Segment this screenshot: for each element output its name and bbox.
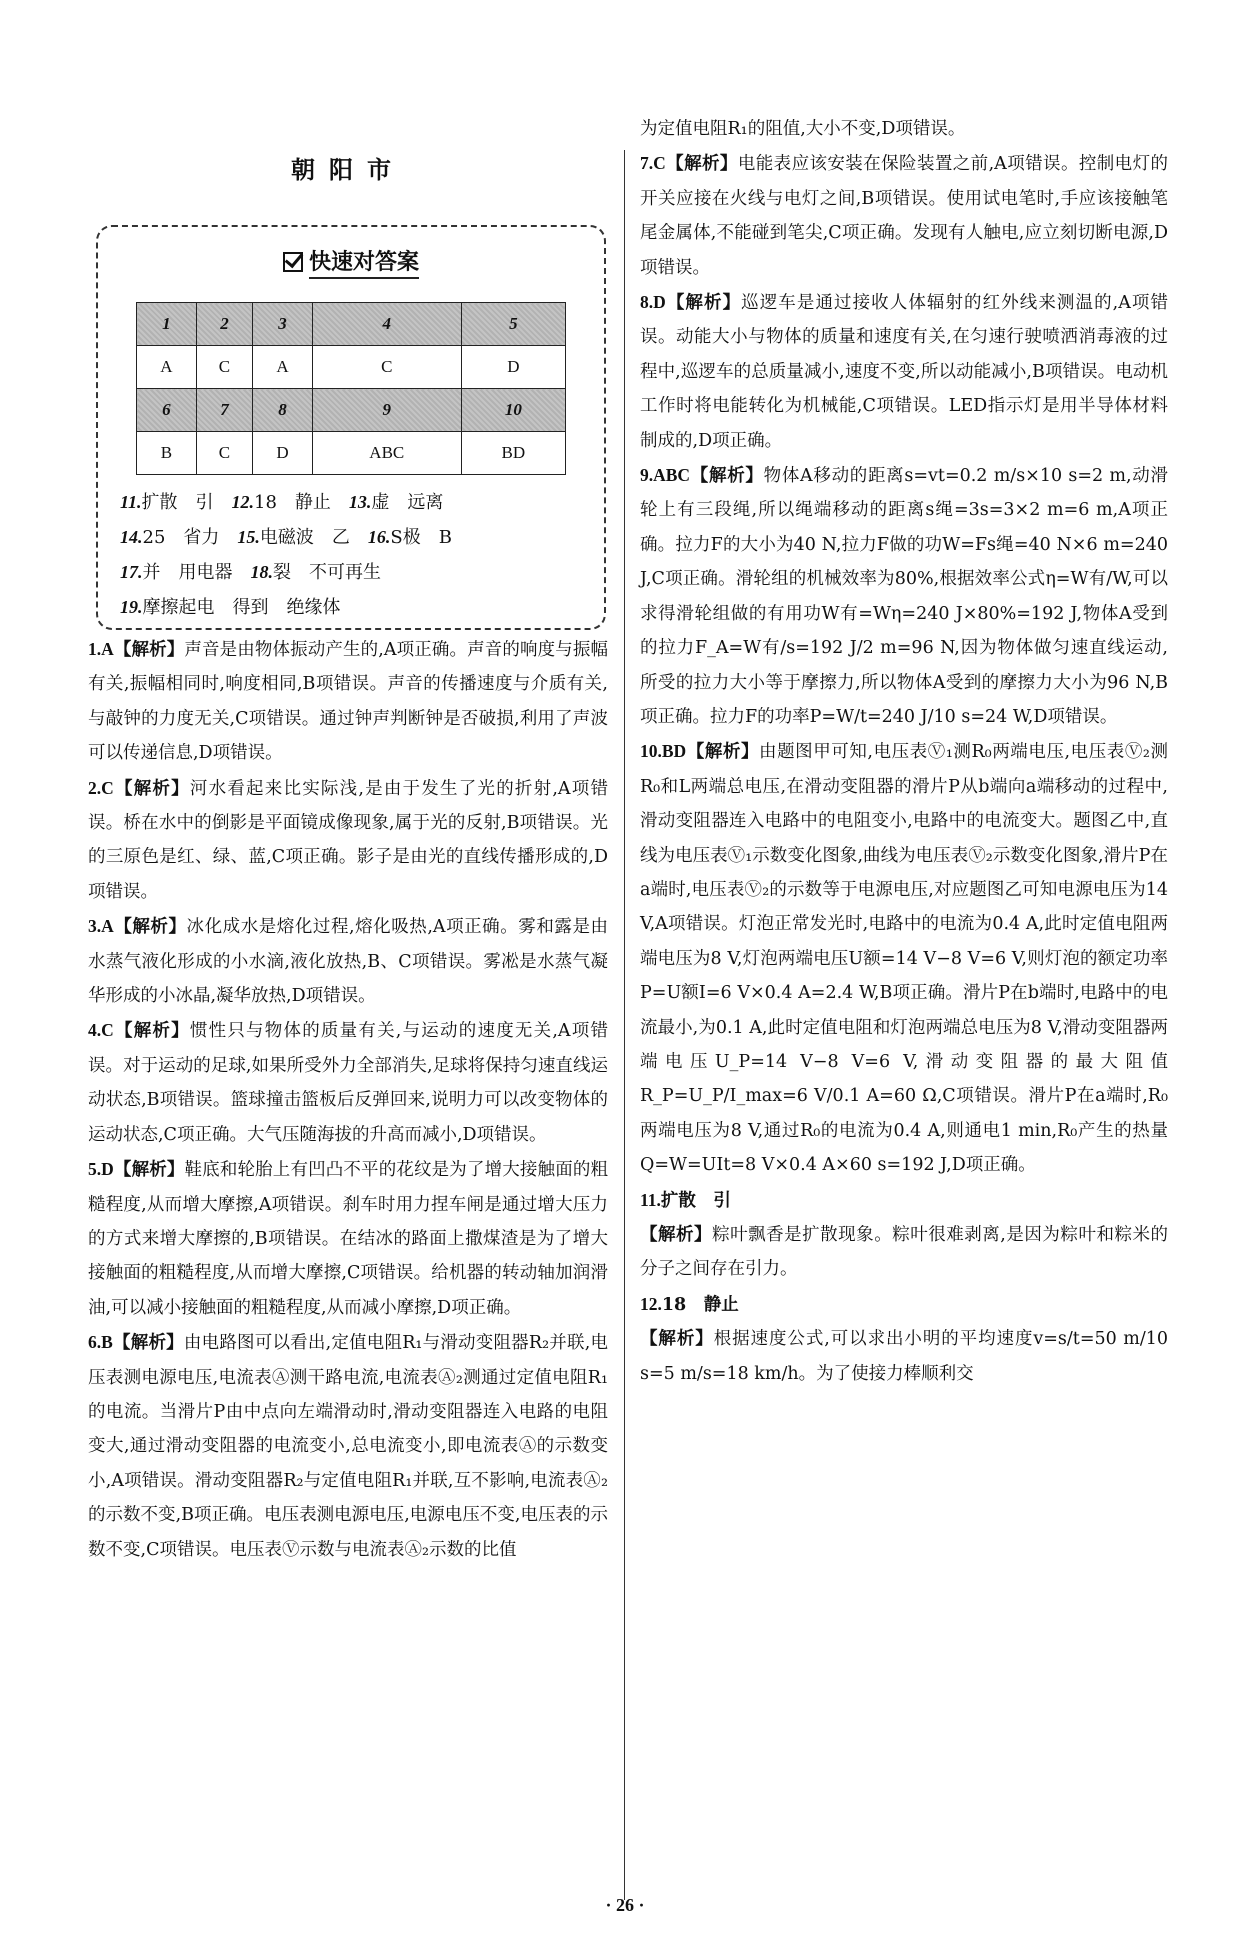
explanation-item — [640, 1322, 1168, 1391]
table-answer-row — [137, 346, 566, 389]
table-cell: D — [253, 432, 313, 475]
question-number: 18. — [250, 562, 273, 582]
analysis-tag: 【解析】 — [665, 293, 742, 314]
right-explanations — [640, 112, 1168, 1391]
table-cell: BD — [461, 432, 565, 475]
question-number: 16. — [367, 527, 391, 547]
explanation-item — [88, 909, 608, 1013]
analysis-tag: 【解析】 — [686, 742, 760, 763]
explanation-text: 惯性只与物体的质量有关,与运动的速度无关,A项错误。对于运动的足球,如果所受外力全部消失,足球将保持匀速直线运动状态,B项错误。篮球撞击篮板后反弹回来,说明力可以改变物体的运动状态,C项正确。大气压随海拔的升高而减小,D项错误。 — [88, 1021, 609, 1145]
fill-in-line — [120, 555, 600, 590]
question-number: 15. — [237, 527, 260, 547]
table-cell: C — [196, 346, 252, 389]
answer-text: 扩散 引 — [141, 492, 232, 513]
analysis-tag: 【解析】 — [665, 154, 738, 175]
question-number: 14. — [120, 527, 143, 547]
table-cell: 4 — [312, 303, 461, 346]
table-cell: D — [461, 346, 565, 389]
quick-answer-box — [96, 225, 606, 630]
analysis-tag: 18 静止 — [661, 1294, 739, 1315]
explanation-item — [88, 632, 608, 771]
table-cell: ABC — [312, 432, 461, 475]
answer-text: 裂 不可再生 — [273, 562, 381, 583]
question-number: 2.C — [88, 777, 114, 798]
table-cell: 1 — [137, 303, 197, 346]
explanation-text: 声音是由物体振动产生的,A项正确。声音的响度与振幅有关,振幅相同时,响度相同,B项错误。声音的传播速度与介质有关,与敲钟的力度无关,C项错误。通过钟声判断钟是否破损,利用了声波可以传递信息,D项错误。 — [88, 640, 609, 764]
question-number: 12. — [231, 492, 255, 512]
answer-text: S极 B — [390, 527, 452, 548]
question-number: 5.D — [88, 1159, 114, 1180]
explanation-text: 电能表应该安装在保险装置之前,A项错误。控制电灯的开关应接在火线与电灯之间,B项错误。使用试电笔时,手应该接触笔尾金属体,不能碰到笔尖,C项正确。发现有人触电,应立刻切断电源,D项错误。 — [640, 154, 1168, 278]
checkbox-icon — [283, 252, 303, 272]
question-number: 6.B — [88, 1332, 113, 1353]
city-title: 朝阳市 — [291, 155, 405, 184]
explanation-item — [640, 112, 1168, 146]
analysis-tag: 【解析】 — [113, 1021, 190, 1042]
table-cell: 5 — [461, 303, 565, 346]
explanation-item — [88, 771, 608, 910]
analysis-tag: 【解析】 — [113, 917, 187, 938]
fill-in-line — [120, 485, 600, 520]
explanation-item — [88, 1325, 608, 1567]
explanation-text: 由题图甲可知,电压表Ⓥ₁测R₀两端电压,电压表Ⓥ₂测R₀和L两端总电压,在滑动变阻器的滑片P从b端向a端移动的过程中,滑动变阻器连入电路中的电阻变小,电路中的电流变大。题图乙中,直线为电压表Ⓥ₁示数变化图象,曲线为电压表Ⓥ₂示数变化图象,滑片P在a端时,电压表Ⓥ₂的示数等于电源电压,对应题图乙可知电源电压为14 V,A项错误。灯泡正常发光时,电路中的电流为0.4 A,此时定值电阻两端电压为8 V,灯泡两端电压U额=14 V−8 V=6 V,则灯泡的额定功率P=U额I=6 V×0.4 A=2.4 W,B项正确。滑片P在b端时,电路中的电流最小,为0.1 A,此时定值电阻和灯泡两端总电压为8 V,滑动变阻器两端电压U_P=14 V−8 V=6 V,滑动变阻器的最大阻值R_P=U_P/I_max=6 V/0.1 A=60 Ω,C项错误。滑片P在a端时,R₀两端电压为8 V,通过R₀的电流为0.4 A,则通电1 min,R₀产生的热量Q=W=UIt=8 V×0.4 A×60 s=192 J,D项正确。 — [640, 742, 1168, 1176]
table-cell: 7 — [196, 389, 252, 432]
quick-answer-title: 快速对答案 — [98, 245, 604, 276]
table-cell: 10 — [461, 389, 565, 432]
explanation-text: 河水看起来比实际浅,是由于发生了光的折射,A项错误。桥在水中的倒影是平面镜成像现象,属于光的反射,B项错误。光的三原色是红、绿、蓝,C项正确。影子是由光的直线传播形成的,D项错误。 — [88, 778, 609, 902]
table-cell: A — [137, 346, 197, 389]
answer-text: 摩擦起电 得到 绝缘体 — [142, 597, 341, 618]
analysis-tag: 【解析】 — [112, 1333, 184, 1354]
fill-in-line — [120, 590, 600, 625]
explanation-item — [640, 1287, 1168, 1322]
explanation-item — [88, 1152, 608, 1325]
analysis-tag: 【解析】 — [640, 1225, 713, 1245]
explanation-text: 冰化成水是熔化过程,熔化吸热,A项正确。雾和露是由水蒸气液化形成的小水滴,液化放热,B、C项错误。雾凇是水蒸气凝华形成的小冰晶,凝华放热,D项错误。 — [88, 917, 608, 1007]
explanation-text: 粽叶飘香是扩散现象。粽叶很难剥离,是因为粽叶和粽米的分子之间存在引力。 — [640, 1225, 1169, 1280]
explanation-text: 物体A移动的距离s=vt=0.2 m/s×10 s=2 m,动滑轮上有三段绳,所以绳端移动的距离s绳=3s=3×2 m=6 m,A项正确。拉力F的大小为40 N,拉力F做的功W=Fs绳=40 N×6 m=240 J,C项正确。滑轮组的机械效率为80%,根据效率公式η=W有/W,可以求得滑轮组做的有用功W有=Wη=240 J×80%=192 J,物体A受到的拉力F_A=W有/s=192 J/2 m=96 N,因为物体做匀速直线运动,所受的拉力大小等于摩擦力,所以物体A受到的摩擦力大小为96 N,B项正确。拉力F的功率P=W/t=240 J/10 s=24 W,D项错误。 — [640, 466, 1168, 727]
answer-text: 电磁波 乙 — [259, 527, 368, 548]
table-cell: C — [312, 346, 461, 389]
fill-in-answers — [120, 485, 600, 625]
answer-table — [136, 302, 566, 475]
analysis-tag: 【解析】 — [113, 778, 190, 799]
page-number: · 26 · — [605, 1895, 645, 1915]
analysis-tag: 【解析】 — [113, 1160, 185, 1181]
table-cell: 3 — [253, 303, 313, 346]
question-number: 3.A — [88, 916, 114, 937]
explanation-item — [640, 1218, 1168, 1287]
fill-in-line — [120, 520, 600, 555]
explanation-text: 由电路图可以看出,定值电阻R₁与滑动变阻器R₂并联,电压表测电源电压,电流表Ⓐ测干路电流,电流表Ⓐ₂测通过定值电阻R₁的电流。当滑片P由中点向左端滑动时,滑动变阻器连入电路的电阻变大,通过滑动变阻器的电流变小,总电流变小,即电流表Ⓐ的示数变小,A项错误。滑动变阻器R₂与定值电阻R₁并联,互不影响,电流表Ⓐ₂的示数不变,B项正确。电压表测电源电压,电源电压不变,电压表的示数不变,C项错误。电压表Ⓥ示数与电流表Ⓐ₂示数的比值 — [88, 1333, 609, 1560]
table-cell: 2 — [196, 303, 252, 346]
question-number: 11. — [120, 492, 142, 512]
column-divider — [624, 150, 625, 1900]
table-cell: A — [253, 346, 313, 389]
question-number: 9.ABC — [640, 465, 691, 486]
table-cell: 8 — [253, 389, 313, 432]
explanation-text: 巡逻车是通过接收人体辐射的红外线来测温的,A项错误。动能大小与物体的质量和速度有关,在匀速行驶喷洒消毒液的过程中,巡逻车的总质量减小,速度不变,所以动能减小,B项错误。电动机工作时将电能转化为机械能,C项错误。LED指示灯是用半导体材料制成的,D项正确。 — [640, 293, 1169, 451]
table-cell: B — [137, 432, 197, 475]
explanation-item — [640, 458, 1168, 734]
table-cell: C — [196, 432, 252, 475]
explanation-text: 根据速度公式,可以求出小明的平均速度v=s/t=50 m/10 s=5 m/s=18 km/h。为了使接力棒顺利交 — [640, 1329, 1169, 1384]
question-number: 17. — [120, 562, 143, 582]
answer-text: 虚 远离 — [371, 492, 444, 513]
question-number: 7.C — [640, 153, 666, 174]
explanation-item — [640, 146, 1168, 285]
explanation-item — [88, 1013, 608, 1152]
question-number: 11. — [640, 1189, 661, 1210]
explanation-text: 为定值电阻R₁的阻值,大小不变,D项错误。 — [640, 119, 966, 139]
question-number: 10.BD — [640, 741, 687, 762]
explanation-text: 鞋底和轮胎上有凹凸不平的花纹是为了增大接触面的粗糙程度,从而增大摩擦,A项错误。刹车时用力捏车闸是通过增大压力的方式来增大摩擦的,B项错误。在结冰的路面上撒煤渣是为了增大接触面的粗糙程度,从而增大摩擦,C项错误。给机器的转动轴加润滑油,可以减小接触面的粗糙程度,从而减小摩擦,D项正确。 — [88, 1160, 609, 1318]
analysis-tag: 扩散 引 — [660, 1190, 731, 1211]
table-cell: 6 — [137, 389, 197, 432]
answer-text: 并 用电器 — [142, 562, 251, 583]
question-number: 12. — [640, 1293, 662, 1314]
question-number: 19. — [120, 597, 143, 617]
explanation-item — [640, 734, 1168, 1182]
analysis-tag: 【解析】 — [113, 640, 185, 660]
question-number: 1.A — [88, 639, 114, 659]
question-number: 13. — [348, 492, 372, 512]
explanation-item — [640, 1183, 1168, 1218]
table-cell: 9 — [312, 389, 461, 432]
table-header-row — [137, 303, 566, 346]
question-number: 8.D — [640, 292, 666, 313]
question-number: 4.C — [88, 1020, 114, 1041]
explanation-item — [640, 285, 1168, 458]
analysis-tag: 【解析】 — [640, 1329, 714, 1350]
table-header-row — [137, 389, 566, 432]
answer-text: 25 省力 — [142, 527, 238, 548]
answer-text: 18 静止 — [254, 492, 349, 513]
analysis-tag: 【解析】 — [690, 466, 764, 487]
table-answer-row — [137, 432, 566, 475]
left-explanations — [88, 632, 608, 1567]
